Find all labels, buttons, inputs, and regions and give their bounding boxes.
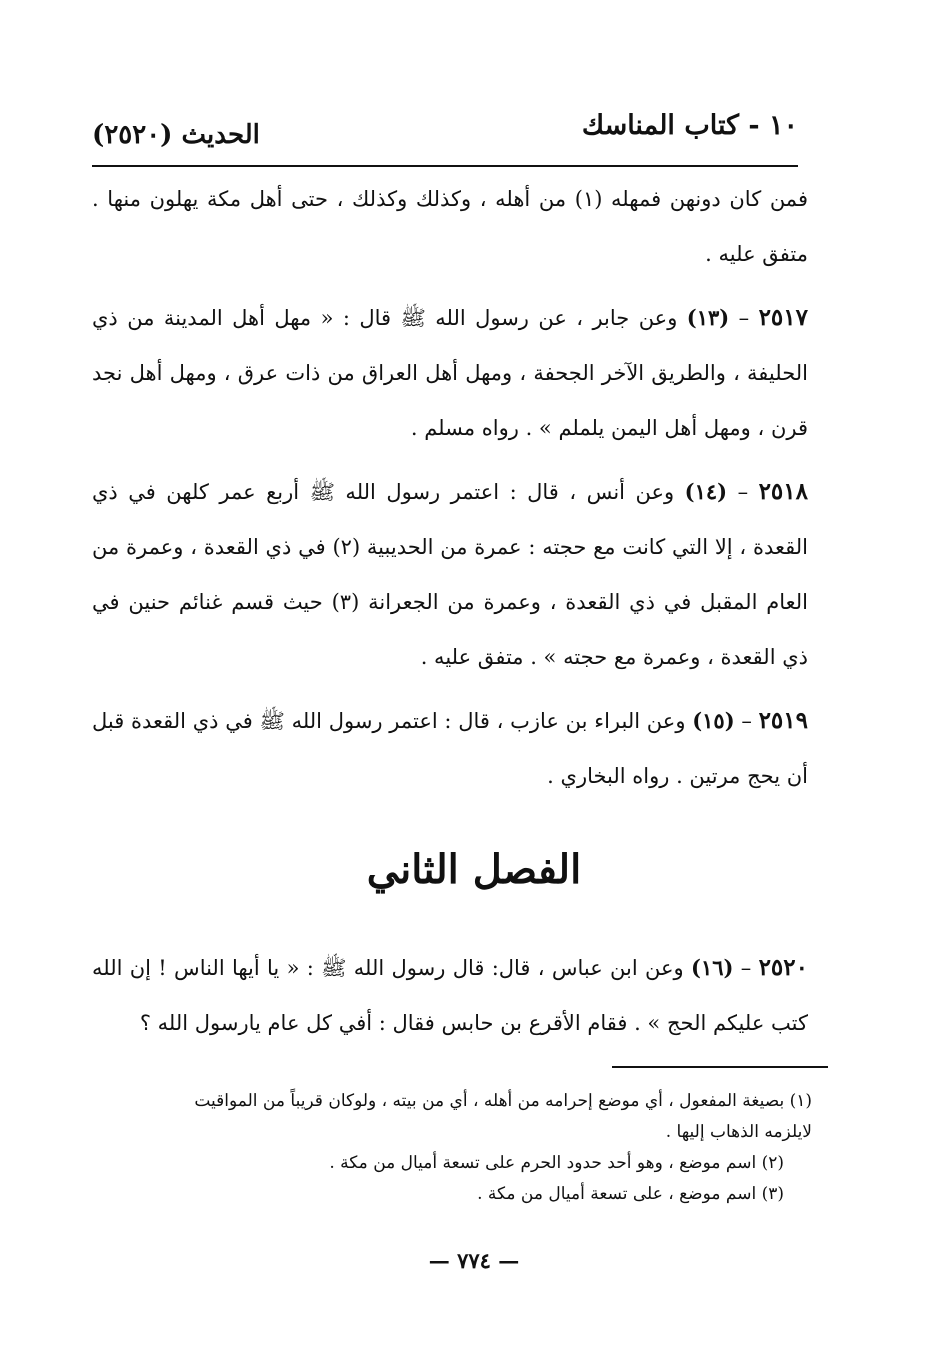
hadith-number: ٢٥٢٠ — [758, 954, 808, 981]
hadith-text: وعن أنس ، قال : اعتمر رسول الله ﷺ أربع عمر كلهن في ذي القعدة ، إلا التي كانت مع حجته : عمرة من الحديبية (٢) في ذي القعدة ، وعمرة من العام المقبل في ذي القعدة ، وعمرة من الجعرانة (٣) حيث قسم غنائم حنين في ذي القعدة ، وعمرة مع حجته » . متفق عليه . — [92, 480, 808, 669]
section-heading: الفصل الثاني — [366, 846, 582, 893]
hadith-sub-number: (١٦) — [691, 955, 734, 980]
hadith-sub-number: (١٤) — [684, 479, 728, 504]
hadith-sub-number: (١٣) — [686, 305, 730, 330]
hadith-text: وعن البراء بن عازب ، قال : اعتمر رسول الله ﷺ في ذي القعدة قبل أن يحج مرتين . رواه البخاري . — [92, 709, 808, 788]
continued-paragraph: فمن كان دونهن فمهله (١) من أهله ، وكذلك وكذلك ، حتى أهل مكة يهلون منها . متفق عليه . — [92, 187, 808, 266]
hadith-2519: ٢٥١٩ – (١٥) وعن البراء بن عازب ، قال : اعتمر رسول الله ﷺ في ذي القعدة قبل أن يحج مرتين . رواه البخاري . — [92, 707, 808, 788]
footnote-1: (١) بصيغة المفعول ، أي موضع إحرامه من أهله ، أي من بيته ، ولوكان قريباً من المواقيت — [194, 1091, 812, 1111]
main-text-section-2 — [92, 940, 808, 1051]
hadith-number: ٢٥١٧ — [758, 304, 808, 331]
hadith-number: ٢٥١٩ — [758, 707, 808, 734]
main-text-section-1 — [92, 172, 808, 804]
hadith-2517: ٢٥١٧ – (١٣) وعن جابر ، عن رسول الله ﷺ قال : « مهل أهل المدينة من ذي الحليفة ، والطريق الآخر الجحفة ، ومهل أهل العراق من ذات عرق ، ومهل أهل نجد قرن ، ومهل أهل اليمن يلملم » . رواه مسلم . — [92, 304, 808, 440]
hadith-text: وعن جابر ، عن رسول الله ﷺ قال : « مهل أهل المدينة من ذي الحليفة ، والطريق الآخر الجحفة ، ومهل أهل العراق من ذات عرق ، ومهل أهل نجد قرن ، ومهل أهل اليمن يلملم » . رواه مسلم . — [92, 306, 808, 440]
chapter-title: ١٠ - كتاب المناسك — [581, 110, 798, 141]
footnote-rule — [612, 1066, 828, 1068]
hadith-reference: الحديث (٢٥٢٠) — [92, 120, 260, 150]
hadith-2518: ٢٥١٨ – (١٤) وعن أنس ، قال : اعتمر رسول الله ﷺ أربع عمر كلهن في ذي القعدة ، إلا التي كانت مع حجته : عمرة من الحديبية (٢) في ذي القعدة ، وعمرة من العام المقبل في ذي القعدة ، وعمرة من الجعرانة (٣) حيث قسم غنائم حنين في ذي القعدة ، وعمرة مع حجته » . متفق عليه . — [92, 478, 808, 669]
footnote-3: (٣) اسم موضع ، على تسعة أميال من مكة . — [477, 1184, 784, 1204]
footnote-1-continued: لايلزمه الذهاب إليها . — [665, 1122, 812, 1142]
running-header — [92, 110, 798, 160]
footnotes — [112, 1086, 812, 1210]
header-rule — [92, 165, 798, 167]
hadith-text: وعن ابن عباس ، قال: قال رسول الله ﷺ : « يا أيها الناس ! إن الله كتب عليكم الحج » . فقام الأقرع بن حابس فقال : أفي كل عام يارسول الله ؟ — [92, 956, 808, 1035]
footnote-2: (٢) اسم موضع ، وهو أحد حدود الحرم على تسعة أميال من مكة . — [329, 1153, 784, 1173]
hadith-number: ٢٥١٨ — [758, 478, 808, 505]
hadith-sub-number: (١٥) — [692, 708, 735, 733]
hadith-2520: ٢٥٢٠ – (١٦) وعن ابن عباس ، قال: قال رسول الله ﷺ : « يا أيها الناس ! إن الله كتب عليكم الحج » . فقام الأقرع بن حابس فقال : أفي كل عام يارسول الله ؟ — [92, 954, 808, 1035]
page-number: — ٧٧٤ — — [428, 1248, 520, 1273]
